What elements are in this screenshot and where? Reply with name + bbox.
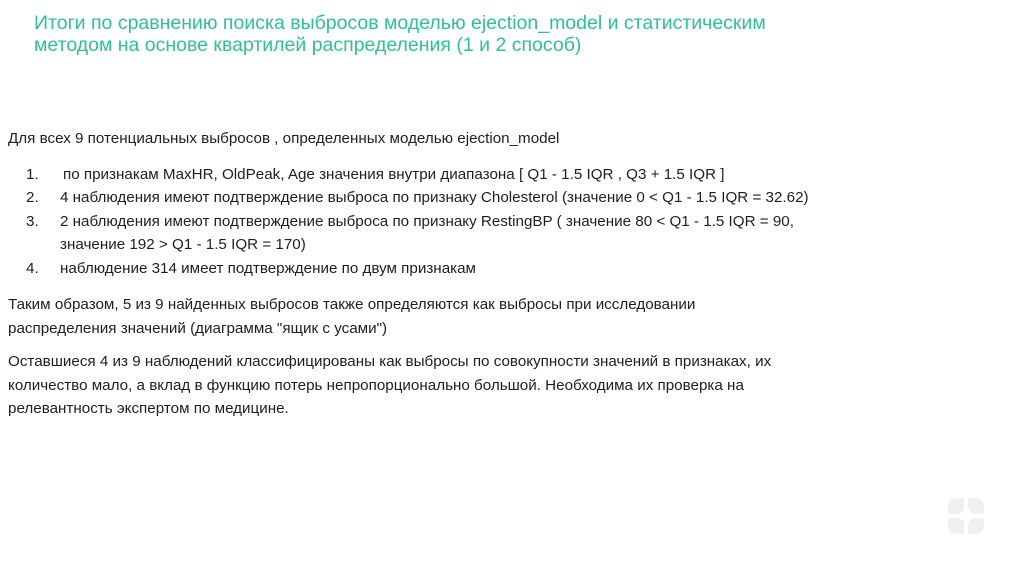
paragraph-line: количество мало, а вклад в функцию потерь непропорционально большой. Необходима их проверка на (8, 376, 744, 394)
list-item (8, 186, 1008, 210)
list-item-number: 2. (26, 189, 39, 206)
list-item-text: 4 наблюдения имеют подтверждение выброса по признаку Cholesterol (значение 0 < Q1 - 1.5 IQR = 32.62) (60, 189, 809, 206)
paragraph-line: Оставшиеся 4 из 9 наблюдений классифицированы как выбросы по совокупности значений в признаках, их (8, 353, 772, 370)
intro-text: Для всех 9 потенциальных выбросов , определенных моделью ejection_model (8, 130, 560, 147)
paragraph-line: распределения значений (диаграмма "ящик с усами") (8, 319, 388, 337)
list-item-number: 1. (26, 165, 39, 183)
slide-body (8, 127, 1008, 431)
list-item-text: 2 наблюдения имеют подтверждение выброса по признаку RestingBP ( значение 80 < Q1 - 1.5 IQR = 90, (60, 212, 794, 230)
summary-paragraph (8, 293, 1008, 340)
paragraph-line: Таким образом, 5 из 9 найденных выбросов также определяются как выбросы при исследовании (8, 296, 696, 313)
conclusion-paragraph (8, 350, 1008, 421)
list-item-number: 4. (26, 259, 39, 277)
title-line: методом на основе квартилей распределения (1 и 2 способ) (34, 34, 582, 56)
list-item-text-continued: значение 192 > Q1 - 1.5 IQR = 170) (60, 236, 306, 253)
slide-title (34, 12, 934, 56)
list-item (8, 257, 1008, 281)
list-item-text: наблюдение 314 имеет подтверждение по двум признакам (60, 259, 477, 277)
title-line: Итоги по сравнению поиска выбросов моделью ejection_model и статистическим (34, 12, 766, 34)
list-item-text: по признакам MaxHR, OldPeak, Age значения внутри диапазона [ Q1 - 1.5 IQR , Q3 + 1.5 IQR ] (63, 165, 725, 183)
numbered-list (8, 163, 1008, 281)
paragraph-line: релевантность экспертом по медицине. (8, 400, 289, 417)
list-item (8, 210, 1008, 257)
four-petal-logo-icon (946, 496, 986, 536)
list-item (8, 163, 1008, 187)
list-item-number: 3. (26, 212, 39, 230)
